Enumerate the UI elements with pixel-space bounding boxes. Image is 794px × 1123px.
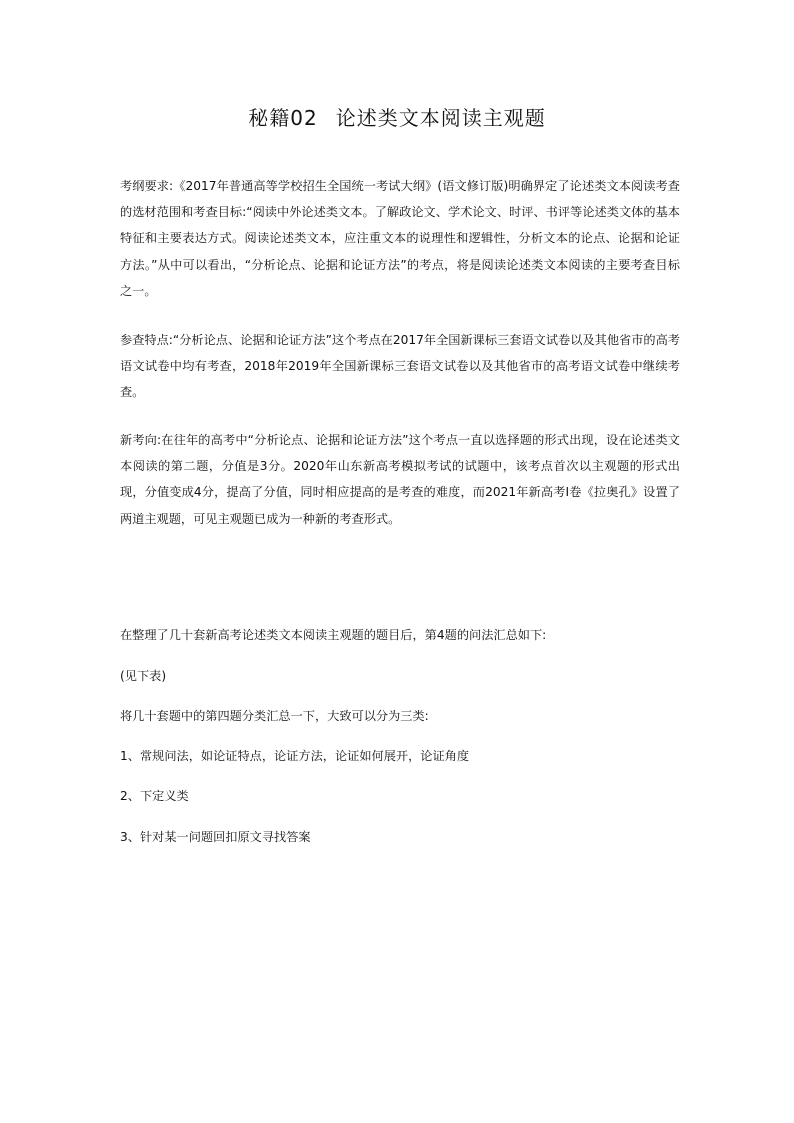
paragraph-exam-features: 参查特点:“分析论点、论据和论证方法”这个考点在2017年全国新课标三套语文试卷以及其他省市的高考语文试卷中均有考查，2018年2019年全国新课标三套语文试卷以及其他省市的高考语文试卷中继续考查。 [120, 333, 680, 400]
text-line-summary-intro: 在整理了几十套新高考论述类文本阅读主观题的题目后，第4题的问法汇总如下: [120, 628, 547, 642]
title-part-2: 论述类文本阅读主观题 [335, 106, 546, 130]
paragraph-new-direction: 新考向:在往年的高考中“分析论点、论据和论证方法”这个考点一直以选择题的形式出现，设在论述类文本阅读的第二题，分值是3分。2020年山东新高考模拟考试的试题中，该考点首次以主观题的形式出现，分值变成4分，提高了分值，同时相应提高的是考查的难度，而2021年新高考Ⅰ卷《拉奥孔》设置了两道主观题，可见主观题已成为一种新的考查形式。 [120, 433, 680, 526]
document-title [0, 104, 794, 132]
text-line-classification-intro: 将几十套题中的第四题分类汇总一下，大致可以分为三类: [120, 709, 429, 723]
paragraph-syllabus-requirement: 考纲要求:《2017年普通高等学校招生全国统一考试大纲》(语文修订版)明确界定了论述类文本阅读考查的选材范围和考查目标:“阅读中外论述类文本。了解政论文、学术论文、时评、书评等论述类文体的基本特征和主要表达方式。阅读论述类文本，应注重文本的说理性和逻辑性，分析文本的论点、论据和论证方法。”从中可以看出，“分析论点、论据和论证方法”的考点，将是阅读论述类文本阅读的主要考查目标之一。 [120, 179, 680, 298]
list-item-category-2: 2、下定义类 [120, 789, 189, 803]
list-item-category-3: 3、针对某一问题回扣原文寻找答案 [120, 830, 311, 844]
title-part-1: 秘籍02 [248, 106, 318, 130]
text-line-see-table: (见下表) [120, 669, 167, 683]
list-item-category-1: 1、常规问法，如论证特点，论证方法，论证如何展开，论证角度 [120, 749, 470, 763]
